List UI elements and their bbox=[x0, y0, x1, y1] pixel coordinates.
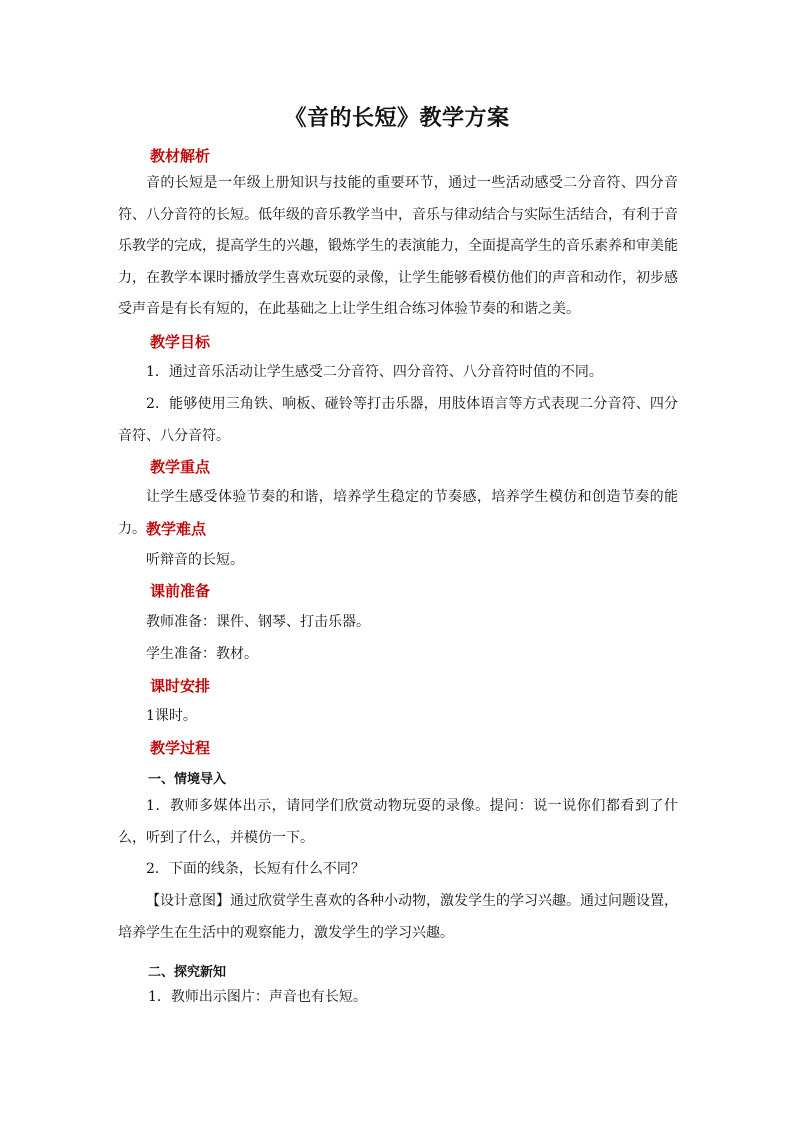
design-intent: 【设计意图】通过欣赏学生喜欢的各种小动物，激发学生的学习兴趣。通过问题设置，培养学生在生活中的观察能力，激发学生的学习兴趣。 bbox=[118, 893, 678, 941]
paragraph-key-points: 让学生感受体验节奏的和谐，培养学生稳定的节奏感，培养学生模仿和创造节奏的能力。 bbox=[118, 489, 678, 537]
paragraph-difficulties: 听辩音的长短。 bbox=[146, 552, 244, 568]
process-part1-item-2: 2．下面的线条，长短有什么不同？ bbox=[146, 861, 365, 877]
heading-difficulties: 教学难点 bbox=[146, 520, 207, 538]
preparation-student: 学生准备：教材。 bbox=[146, 646, 258, 662]
process-part2-item-1: 1．教师出示图片：声音也有长短。 bbox=[148, 989, 367, 1005]
subheading-explore-new: 二、探究新知 bbox=[148, 965, 227, 980]
subheading-situation-intro: 一、情境导入 bbox=[148, 772, 227, 787]
heading-key-points: 教学重点 bbox=[150, 458, 211, 476]
paragraph-material-analysis: 音的长短是一年级上册知识与技能的重要环节，通过一些活动感受二分音符、四分音符、八分音符的长短。低年级的音乐教学当中，音乐与律动结合与实际生活结合，有利于音乐教学的完成，提高学生的兴趣，锻炼学生的表演能力，全面提高学生的音乐素养和审美能力，在教学本课时播放学生喜欢玩耍的录像，让学生能够看模仿他们的声音和动作，初步感受声音是有长有短的，在此基础之上让学生组合练习体验节奏的和谐之美。 bbox=[118, 175, 678, 317]
paragraph-schedule: 1课时。 bbox=[146, 708, 197, 724]
heading-preparation: 课前准备 bbox=[150, 582, 211, 600]
heading-material-analysis: 教材解析 bbox=[150, 147, 211, 165]
heading-schedule: 课时安排 bbox=[150, 677, 211, 695]
heading-process: 教学过程 bbox=[150, 739, 211, 757]
heading-goals: 教学目标 bbox=[150, 333, 211, 351]
document-title: 《音的长短》教学方案 bbox=[284, 106, 510, 131]
goal-item-1: 1．通过音乐活动让学生感受二分音符、四分音符、八分音符时值的不同。 bbox=[146, 364, 603, 380]
process-part1-item-1: 1．教师多媒体出示，请同学们欣赏动物玩耍的录像。提问：说一说你们都看到了什么，听到了什么，并模仿一下。 bbox=[118, 798, 678, 846]
goal-item-2: 2．能够使用三角铁、响板、碰铃等打击乐器，用肢体语言等方式表现二分音符、四分音符、八分音符。 bbox=[118, 396, 678, 444]
preparation-teacher: 教师准备：课件、钢琴、打击乐器。 bbox=[146, 614, 370, 630]
